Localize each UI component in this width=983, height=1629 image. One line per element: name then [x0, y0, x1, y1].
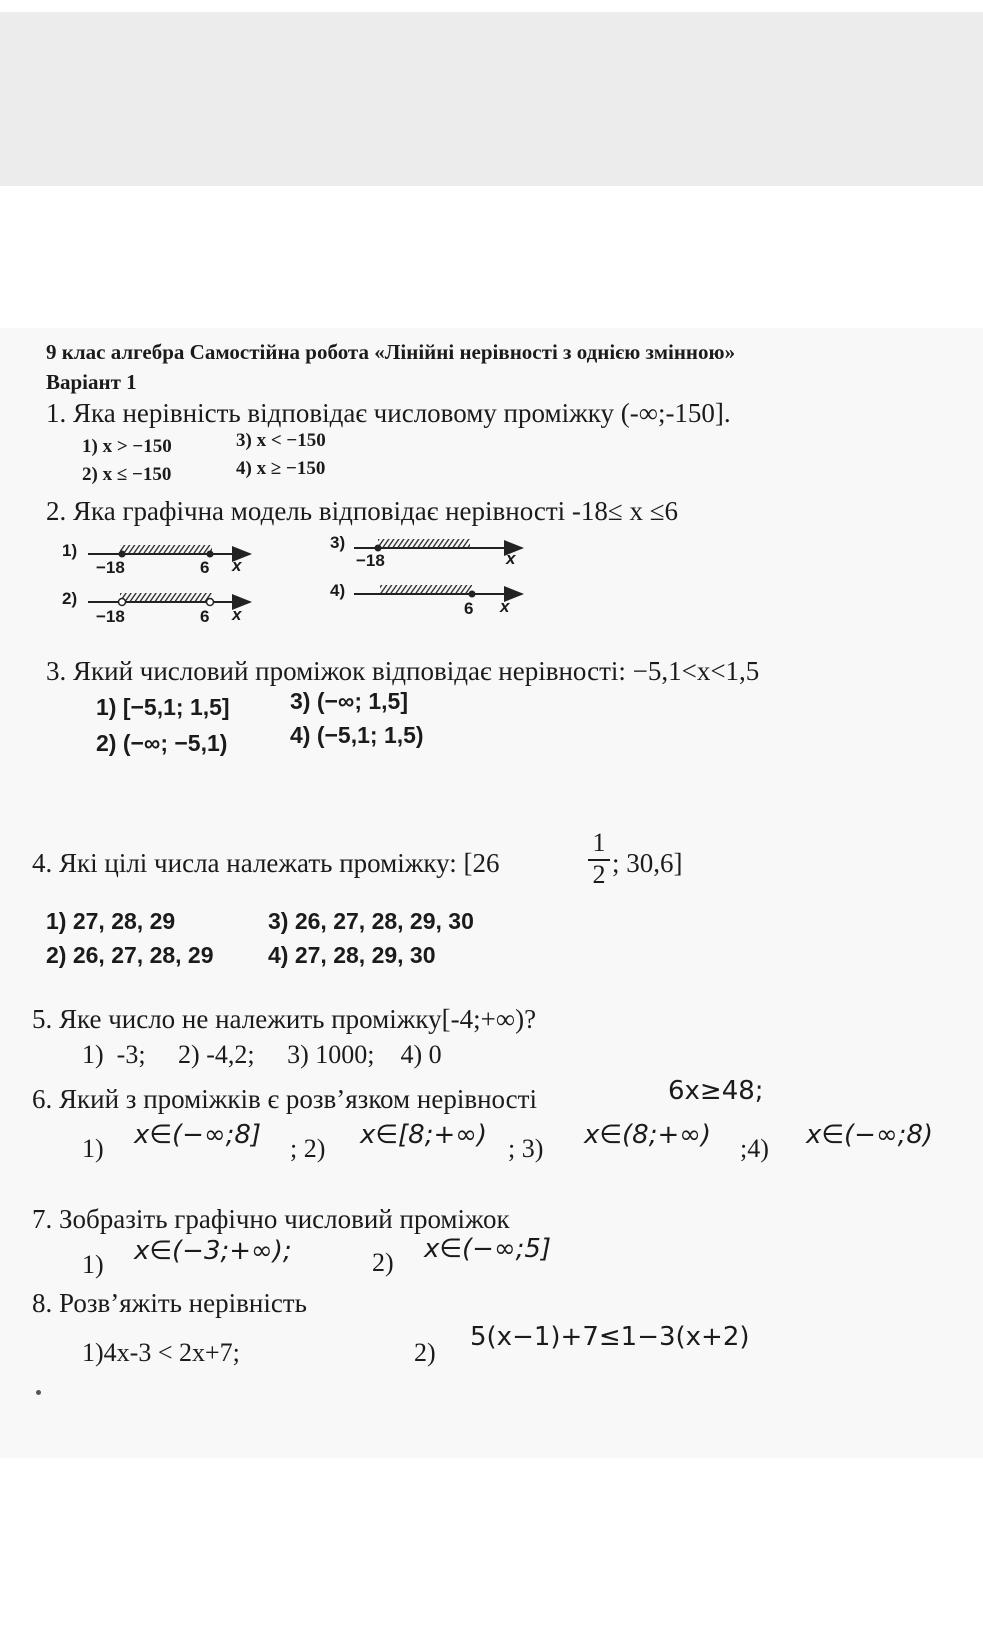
worksheet [0, 328, 983, 1458]
viewer-top-bar [0, 0, 983, 186]
q6-option-4-expr: x∈(−∞;8) [806, 1120, 934, 1150]
question-5: 5. Яке число не належить проміжку[-4;+∞)? [32, 1004, 537, 1034]
q7-option-2-expr: x∈(−∞;5] [424, 1234, 552, 1264]
q2-model-3 [330, 536, 522, 570]
q3-option-3: 3) (−∞; 1,5] [290, 688, 409, 714]
question-2: 2. Яка графічна модель відповідає нерівності -18≤ x ≤6 [46, 496, 679, 526]
q3-option-1: 1) [−5,1; 1,5] [96, 694, 230, 720]
variant-label: Варіант 1 [46, 370, 137, 394]
question-1: 1. Яка нерівність відповідає числовому проміжку (-∞;-150]. [46, 398, 731, 428]
q8-option-2-expr: 5(x−1)+7≤1−3(x+2) [470, 1322, 750, 1352]
q1-option-2: 2) x ≤ −150 [82, 464, 172, 485]
q2-model-2-tick-a: −18 [96, 607, 125, 626]
q7-option-2-label: 2) [372, 1248, 394, 1277]
q6-option-1-expr: x∈(−∞;8] [134, 1120, 262, 1150]
q1-option-1: 1) x > −150 [82, 436, 172, 457]
q2-model-2-var: x [232, 605, 242, 624]
q2-number-line-models [60, 536, 560, 648]
q4-option-2: 2) 26, 27, 28, 29 [46, 942, 214, 968]
q3-option-4: 4) (−5,1; 1,5) [290, 722, 424, 748]
q7-option-1-label: 1) [82, 1250, 104, 1279]
question-8: 8. Розв’яжіть нерівність [32, 1288, 307, 1318]
q4-text-start: 4. Які цілі числа належать проміжку: [26 [32, 848, 500, 878]
q2-model-4 [330, 581, 522, 618]
q3-option-2: 2) (−∞; −5,1) [96, 730, 228, 756]
q8-option-1: 1)4x-3 < 2x+7; [82, 1338, 240, 1367]
q4-option-1: 1) 27, 28, 29 [46, 908, 176, 934]
q2-model-2-tick-b: 6 [200, 607, 210, 626]
q4-option-3: 3) 26, 27, 28, 29, 30 [268, 908, 474, 934]
q2-model-3-tick-a: −18 [356, 551, 385, 570]
q6-option-3-expr: x∈(8;+∞) [584, 1120, 712, 1150]
q2-model-1-label: 1) [62, 541, 78, 560]
q6-option-1-label: 1) [82, 1134, 104, 1163]
q4-fraction-denominator: 2 [592, 860, 606, 889]
q2-model-4-var: x [500, 597, 510, 616]
question-4 [32, 848, 500, 879]
q7-option-1-expr: x∈(−3;+∞); [134, 1236, 292, 1266]
q4-text-end: ; 30,6] [612, 848, 683, 878]
q2-model-1-tick-b: 6 [200, 558, 210, 577]
q1-option-3: 3) x < −150 [236, 430, 326, 451]
question-6: 6. Який з проміжків є розв’язком нерівності [32, 1084, 537, 1114]
q4-fraction-numerator: 1 [592, 828, 606, 857]
q2-model-4-label: 4) [330, 581, 346, 600]
q2-model-1-var: x [232, 556, 242, 575]
question-7: 7. Зобразіть графічно числовий проміжок [32, 1204, 510, 1234]
q2-model-1 [62, 541, 250, 577]
q6-option-4-label: ;4) [740, 1134, 769, 1163]
q2-model-2-label: 2) [62, 589, 78, 608]
q2-model-3-var: x [506, 549, 516, 568]
q8-option-2-label: 2) [414, 1338, 436, 1367]
q5-options: 1) -3; 2) -4,2; 3) 1000; 4) 0 [82, 1040, 442, 1069]
q6-option-2-expr: x∈[8;+∞) [360, 1120, 488, 1150]
q2-model-1-tick-a: −18 [96, 558, 125, 577]
q6-inequality: 6x≥48; [668, 1076, 764, 1106]
q2-model-3-label: 3) [330, 536, 346, 552]
question-3: 3. Який числовий проміжок відповідає нерівності: −5,1<x<1,5 [46, 656, 760, 686]
worksheet-title: 9 клас алгебра Самостійна робота «Лінійні нерівності з однією змінною» [46, 340, 736, 364]
q1-option-4: 4) x ≥ −150 [236, 458, 326, 479]
q6-option-2-label: ; 2) [290, 1134, 326, 1163]
stray-dot [36, 1390, 41, 1395]
q4-option-4: 4) 27, 28, 29, 30 [268, 942, 436, 968]
q2-model-4-tick-a: 6 [464, 599, 474, 618]
q2-model-2 [62, 589, 250, 626]
q6-option-3-label: ; 3) [508, 1134, 544, 1163]
